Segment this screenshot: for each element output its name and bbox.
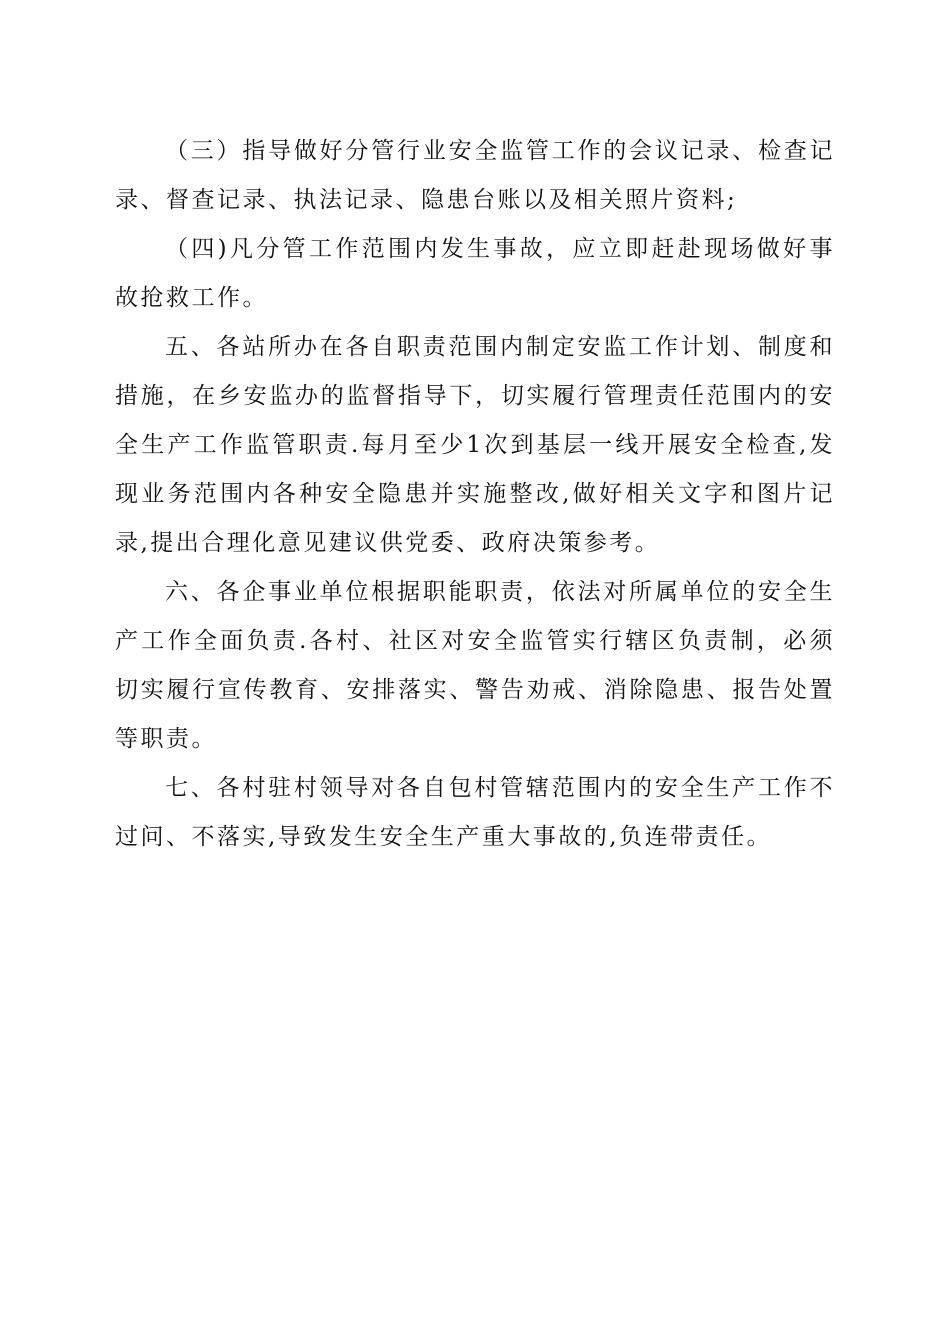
paragraph-section-6: 六、各企事业单位根据职能职责，依法对所属单位的安全生产工作全面负责.各村、社区对安全监管实行辖区负责制，必须切实履行宣传教育、安排落实、警告劝戒、消除隐患、报告处置等职责。 [115,579,835,752]
paragraph-item-3: （三）指导做好分管行业安全监管工作的会议记录、检查记录、督查记录、执法记录、隐患台账以及相关照片资料; [115,138,835,213]
document-body [115,127,835,862]
paragraph-section-5: 五、各站所办在各自职责范围内制定安监工作计划、制度和措施，在乡安监办的监督指导下，切实履行管理责任范围内的安全生产工作监管职责.每月至少1次到基层一线开展安全检查,发现业务范围内各种安全隐患并实施整改,做好相关文字和图片记录,提出合理化意见建议供党委、政府决策参考。 [115,334,835,556]
paragraph-section-7: 七、各村驻村领导对各自包村管辖范围内的安全生产工作不过问、不落实,导致发生安全生产重大事故的,负连带责任。 [115,775,835,850]
paragraph-item-4: （四)凡分管工作范围内发生事故，应立即赶赴现场做好事故抢救工作。 [115,236,835,311]
